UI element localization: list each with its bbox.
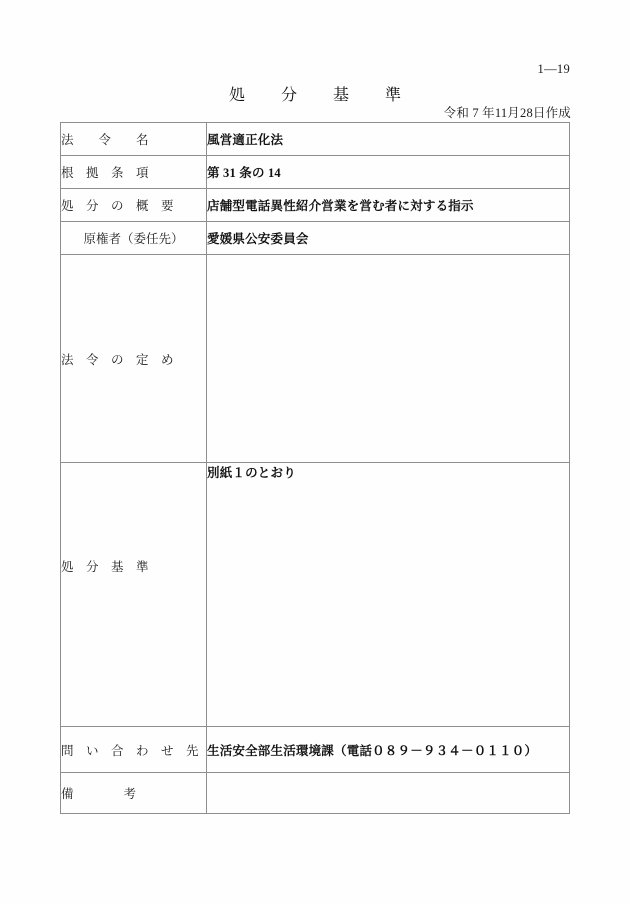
table-row (61, 123, 570, 156)
row-value-disposition-outline: 店舗型電話異性紹介営業を営む者に対する指示 (207, 189, 570, 222)
row-label-contact (61, 727, 207, 773)
row-value-criteria: 別紙１のとおり (207, 463, 570, 727)
table-row (61, 189, 570, 222)
row-label-legal-provision (61, 255, 207, 463)
table-row (61, 727, 570, 773)
row-label-text: 備 考 (61, 787, 137, 801)
disposition-criteria-table (60, 122, 570, 814)
row-value-remarks (207, 773, 570, 814)
row-value-contact: 生活安全部生活環境課（電話０８９－９３４－０１１０） (207, 727, 570, 773)
row-label-article (61, 156, 207, 189)
table-row (61, 222, 570, 255)
row-label-criteria (61, 463, 207, 727)
row-value-authority: 愛媛県公安委員会 (207, 222, 570, 255)
table-row (61, 463, 570, 727)
row-label-text: 処 分 基 準 (61, 559, 149, 574)
page-code: 1—19 (537, 62, 570, 76)
page-title: 処 分 基 準 (228, 87, 411, 104)
row-label-text: 原権者（委任先） (83, 232, 184, 246)
row-label-disposition-outline (61, 189, 207, 222)
row-label-text: 問 い 合 わ せ 先 (61, 743, 199, 758)
row-value-legal-provision (207, 255, 570, 463)
row-label-remarks (61, 773, 207, 814)
row-label-text: 処 分 の 概 要 (61, 199, 174, 213)
row-label-text: 根 拠 条 項 (61, 166, 149, 180)
row-value-law-name: 風営適正化法 (207, 123, 570, 156)
row-label-text: 法 令 名 (61, 133, 149, 147)
table-row (61, 156, 570, 189)
table-row (61, 773, 570, 814)
row-label-authority (61, 222, 207, 255)
row-value-article: 第 31 条の 14 (207, 156, 570, 189)
row-label-law-name (61, 123, 207, 156)
row-label-text: 法 令 の 定 め (61, 352, 174, 367)
created-date: 令和 7 年11月28日作成 (443, 106, 571, 120)
table-row (61, 255, 570, 463)
